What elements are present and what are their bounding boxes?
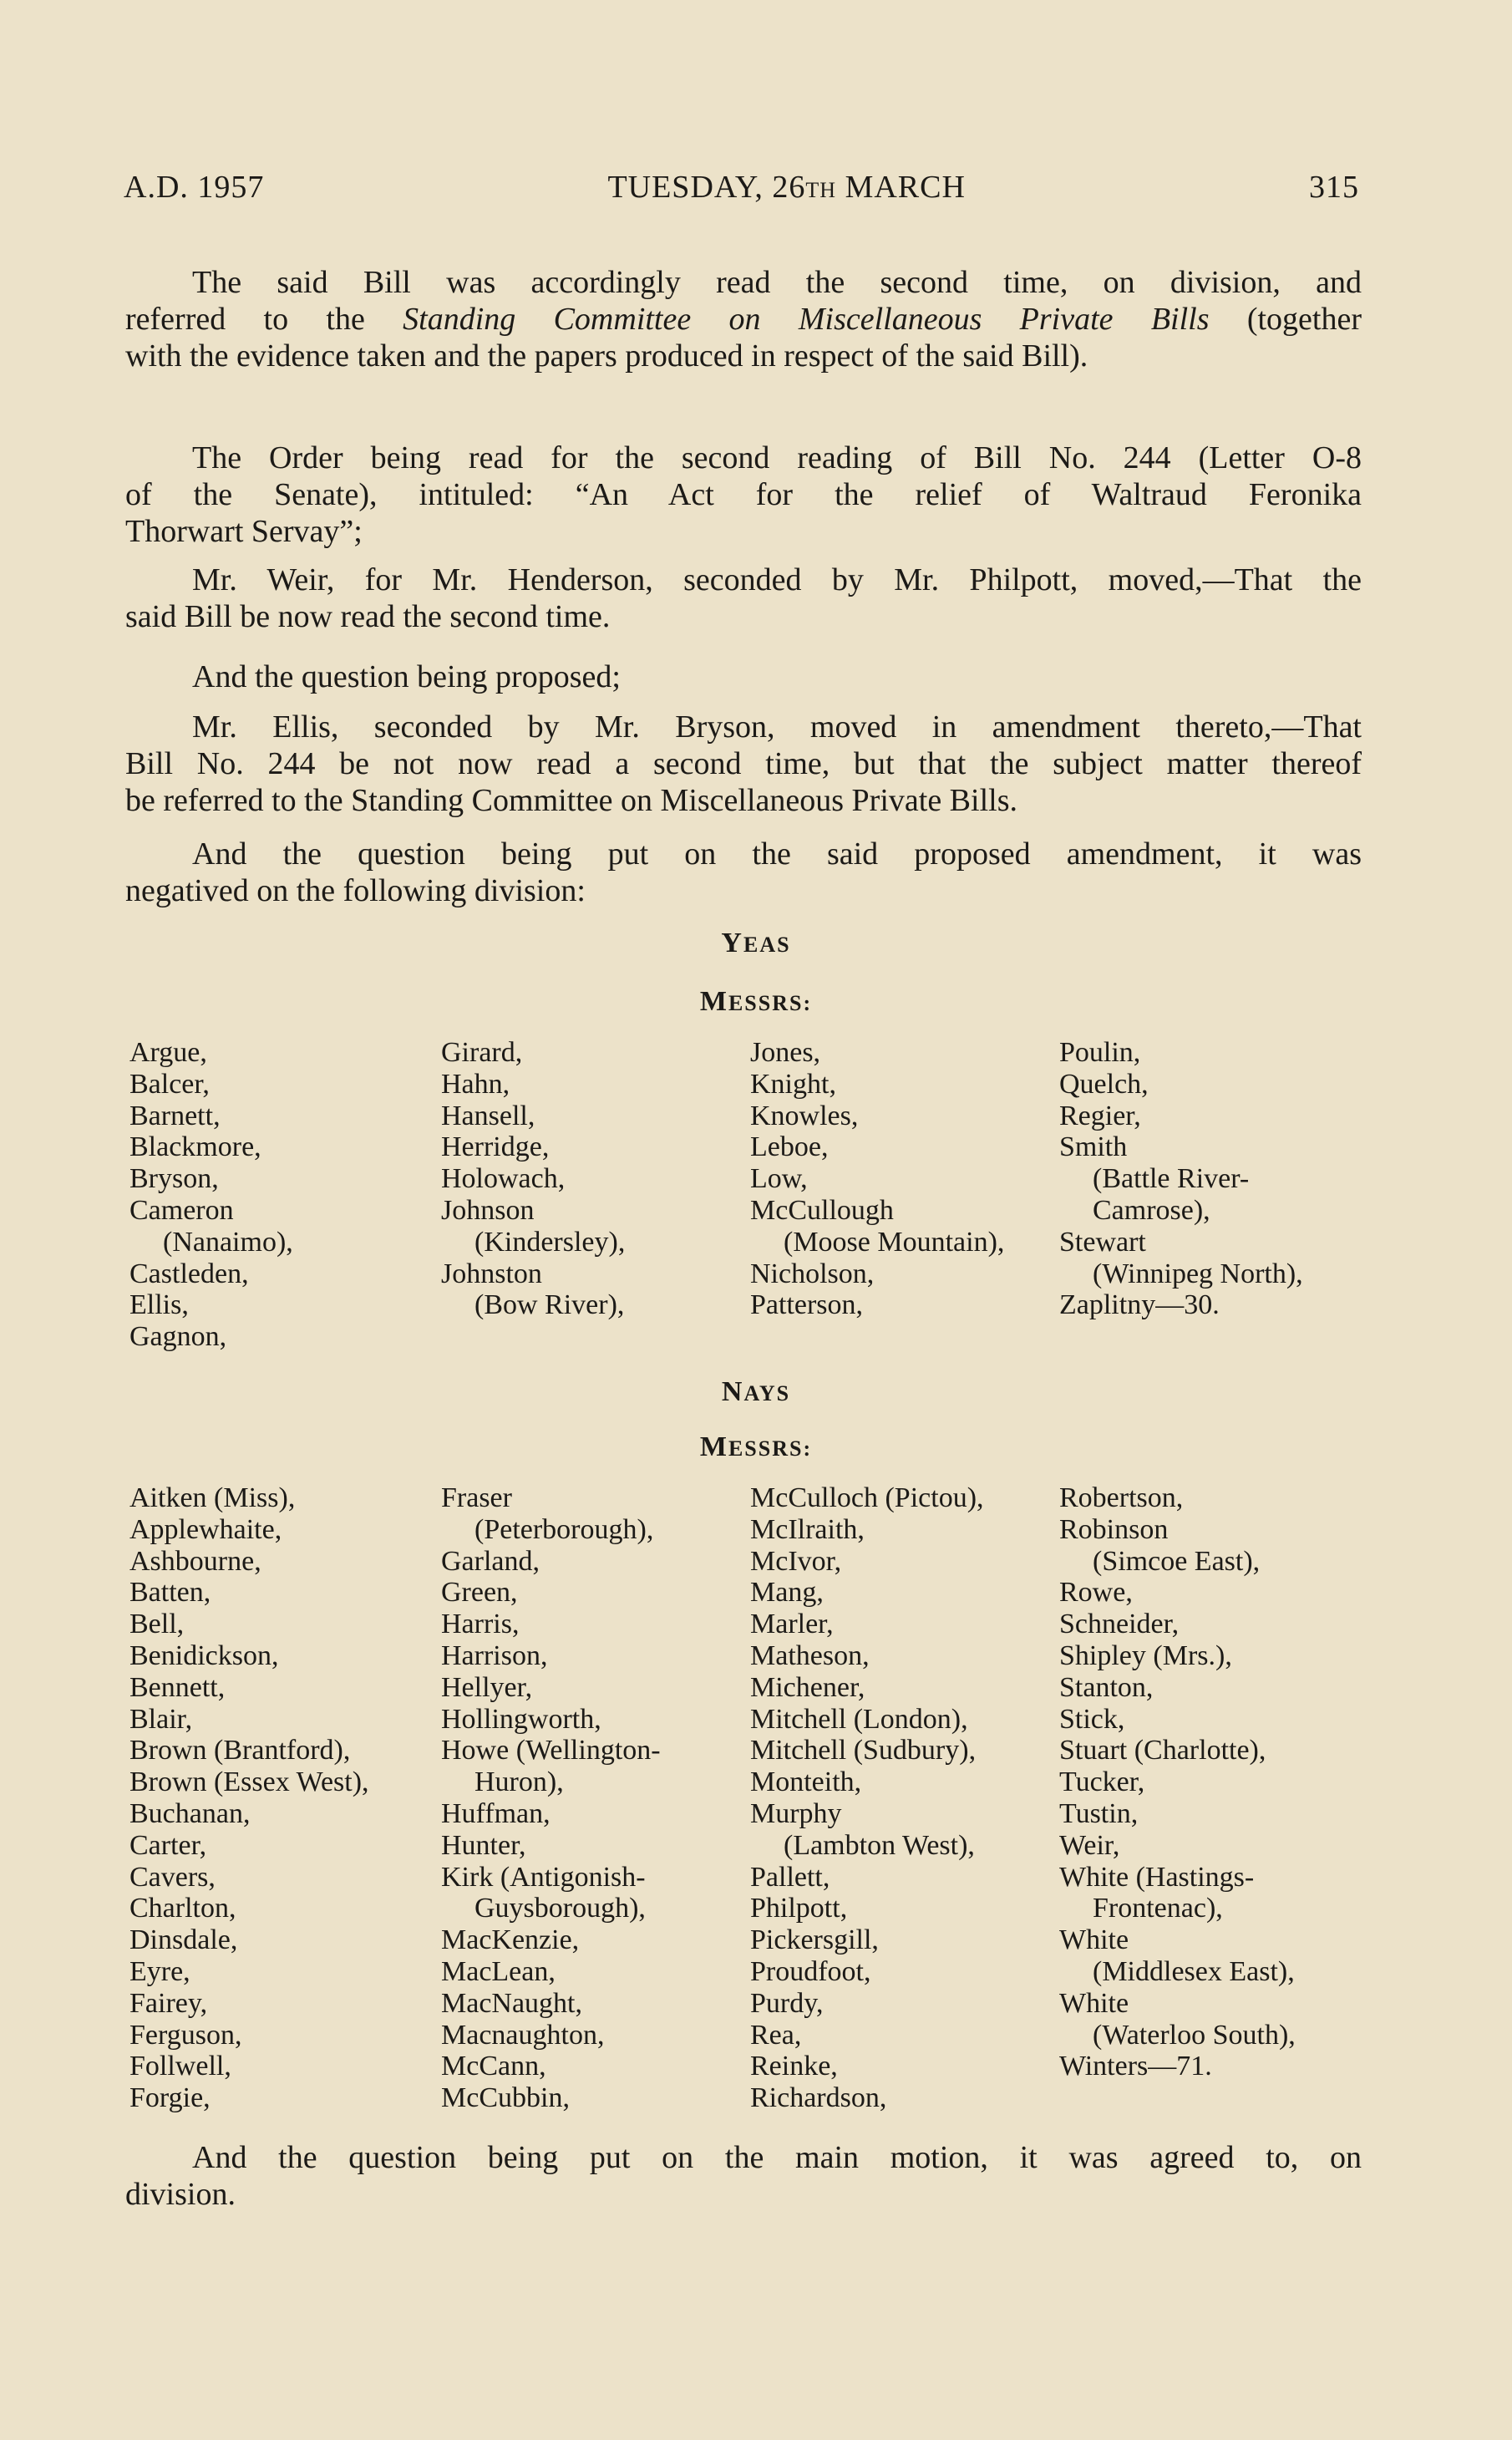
nays-member-name: Benidickson,	[129, 1639, 279, 1671]
nays-member-name: Stuart (Charlotte),	[1059, 1735, 1266, 1766]
nays-member-name: Proudfoot,	[750, 1955, 871, 1987]
nays-member-name: Stanton,	[1059, 1671, 1154, 1703]
yeas-column-4	[1059, 1037, 1377, 1321]
nays-member-name: Mang,	[750, 1577, 824, 1609]
nays-member-name: Hollingworth,	[441, 1703, 601, 1735]
nays-member-name: Guysborough),	[474, 1893, 646, 1924]
yeas-member-name: (Moose Mountain),	[784, 1226, 1005, 1258]
nays-member-name: Howe (Wellington-	[441, 1735, 661, 1766]
nays-member-name: White	[1059, 1924, 1129, 1956]
nays-member-name: Michener,	[750, 1671, 865, 1703]
nays-member-name: (Middlesex East),	[1093, 1955, 1295, 1987]
nays-member-name: Kirk (Antigonish-	[441, 1861, 646, 1893]
page-number: 315	[1308, 170, 1359, 205]
nays-member-name: Shipley (Mrs.),	[1059, 1639, 1232, 1671]
yeas-member-name: Ellis,	[129, 1289, 189, 1321]
paragraph-amendment: Mr. Ellis, seconded by Mr. Bryson, moved in amendment thereto,—That Bill No. 244 be not now read a second time, but that the subject matter thereof be referred to the Standing Committee on Miscellaneous Private Bills.	[125, 709, 1362, 818]
yeas-member-name: Smith	[1059, 1131, 1128, 1163]
nays-member-name: Huffman,	[441, 1797, 551, 1829]
nays-member-name: Harris,	[441, 1609, 520, 1640]
yeas-member-name: Nicholson,	[750, 1258, 875, 1289]
header-date: TUESDAY, 26TH MARCH	[607, 170, 966, 205]
yeas-member-name: (Battle River-	[1093, 1163, 1250, 1195]
yeas-member-name: (Nanaimo),	[163, 1226, 293, 1258]
nays-member-name: Reinke,	[750, 2051, 838, 2082]
paragraph-main-motion: And the question being put on the main motion, it was agreed to, on division.	[125, 2140, 1362, 2212]
paragraph-motion: Mr. Weir, for Mr. Henderson, seconded by Mr. Philpott, moved,—That the said Bill be now read the second time.	[125, 562, 1362, 634]
nays-member-name: Robinson	[1059, 1513, 1169, 1545]
nays-member-name: McIlraith,	[750, 1513, 865, 1545]
nays-member-name: Green,	[441, 1577, 518, 1609]
nays-member-name: McCulloch (Pictou),	[750, 1482, 984, 1513]
nays-member-name: Eyre,	[129, 1955, 190, 1987]
nays-member-name: Murphy	[750, 1797, 842, 1829]
nays-member-name: Forgie,	[129, 2082, 211, 2114]
nays-member-name: Tucker,	[1059, 1766, 1145, 1798]
yeas-member-name: Zaplitny—30.	[1059, 1289, 1220, 1321]
nays-member-name: Monteith,	[750, 1766, 862, 1798]
yeas-messrs-heading: MESSRS:	[699, 986, 813, 1017]
nays-member-name: Richardson,	[750, 2082, 887, 2114]
nays-member-name: Batten,	[129, 1577, 211, 1609]
yeas-member-name: Gagnon,	[129, 1321, 227, 1353]
paragraph-amendment-negatived: And the question being put on the said proposed amendment, it was negatived on the following division:	[125, 836, 1362, 908]
nays-messrs-heading: MESSRS:	[699, 1431, 813, 1462]
yeas-member-name: Balcer,	[129, 1068, 210, 1100]
yeas-member-name: Poulin,	[1059, 1037, 1141, 1068]
yeas-member-name: (Bow River),	[474, 1289, 625, 1321]
yeas-member-name: Hansell,	[441, 1100, 535, 1131]
yeas-member-name: Patterson,	[750, 1289, 864, 1321]
nays-member-name: Blair,	[129, 1703, 193, 1735]
nays-member-name: Marler,	[750, 1609, 834, 1640]
nays-member-name: McIvor,	[750, 1545, 842, 1577]
paragraph-question-proposed: And the question being proposed;	[192, 659, 621, 694]
nays-member-name: Pickersgill,	[750, 1924, 879, 1956]
nays-member-name: Purdy,	[750, 1987, 824, 2019]
yeas-member-name: Leboe,	[750, 1131, 829, 1163]
paragraph-order-read: The Order being read for the second reading of Bill No. 244 (Letter O-8 of the Senate), intituled: “An Act for the relief of Waltraud Feronika Thorwart Servay”;	[125, 440, 1362, 549]
nays-member-name: Carter,	[129, 1829, 207, 1861]
yeas-member-name: Holowach,	[441, 1163, 566, 1195]
nays-member-name: Hellyer,	[441, 1671, 533, 1703]
nays-member-name: Mitchell (London),	[750, 1703, 968, 1735]
nays-member-name: Bell,	[129, 1609, 185, 1640]
nays-member-name: Robertson,	[1059, 1482, 1184, 1513]
yeas-heading: YEAS	[721, 928, 791, 958]
nays-member-name: (Simcoe East),	[1093, 1545, 1261, 1577]
yeas-member-name: (Winnipeg North),	[1093, 1258, 1303, 1289]
nays-member-name: Rea,	[750, 2019, 802, 2051]
nays-member-name: Cavers,	[129, 1861, 216, 1893]
nays-member-name: MacNaught,	[441, 1987, 583, 2019]
nays-member-name: (Peterborough),	[474, 1513, 654, 1545]
yeas-member-name: Blackmore,	[129, 1131, 261, 1163]
nays-member-name: Aitken (Miss),	[129, 1482, 296, 1513]
nays-member-name: (Waterloo South),	[1093, 2019, 1296, 2051]
yeas-member-name: Barnett,	[129, 1100, 221, 1131]
nays-member-name: Hunter,	[441, 1829, 526, 1861]
header-year: A.D. 1957	[124, 170, 265, 205]
yeas-column-1	[129, 1037, 447, 1353]
nays-member-name: Philpott,	[750, 1893, 848, 1924]
nays-member-name: Dinsdale,	[129, 1924, 238, 1956]
nays-member-name: MacKenzie,	[441, 1924, 580, 1956]
nays-heading: NAYS	[721, 1376, 791, 1407]
nays-member-name: Ashbourne,	[129, 1545, 261, 1577]
yeas-member-name: Cameron	[129, 1194, 234, 1226]
nays-member-name: Schneider,	[1059, 1609, 1180, 1640]
yeas-member-name: Herridge,	[441, 1131, 550, 1163]
yeas-member-name: McCullough	[750, 1194, 894, 1226]
nays-member-name: Ferguson,	[129, 2019, 242, 2051]
yeas-member-name: Camrose),	[1093, 1194, 1210, 1226]
nays-member-name: Follwell,	[129, 2051, 231, 2082]
nays-member-name: (Lambton West),	[784, 1829, 975, 1861]
nays-member-name: Buchanan,	[129, 1797, 251, 1829]
nays-member-name: Rowe,	[1059, 1577, 1133, 1609]
page-header	[124, 169, 1359, 206]
nays-member-name: Pallett,	[750, 1861, 830, 1893]
nays-member-name: McCubbin,	[441, 2082, 570, 2114]
nays-column-2	[441, 1482, 759, 2114]
nays-member-name: Bennett,	[129, 1671, 226, 1703]
nays-member-name: MacLean,	[441, 1955, 556, 1987]
nays-member-name: Frontenac),	[1093, 1893, 1223, 1924]
nays-member-name: Applewhaite,	[129, 1513, 282, 1545]
yeas-column-2	[441, 1037, 759, 1321]
nays-member-name: Fraser	[441, 1482, 512, 1513]
nays-member-name: Brown (Essex West),	[129, 1766, 369, 1798]
yeas-member-name: Low,	[750, 1163, 808, 1195]
nays-member-name: Harrison,	[441, 1639, 548, 1671]
nays-column-1	[129, 1482, 447, 2114]
yeas-member-name: Knowles,	[750, 1100, 859, 1131]
yeas-member-name: Johnson	[441, 1194, 535, 1226]
paragraph-bill-referred: The said Bill was accordingly read the second time, on division, and referred to the Standing Committee on Miscellaneous Private Bills (together with the evidence taken and the papers produced in respect of the said Bill).	[125, 265, 1362, 374]
yeas-member-name: Hahn,	[441, 1068, 510, 1100]
nays-member-name: Fairey,	[129, 1987, 208, 2019]
nays-member-name: Weir,	[1059, 1829, 1120, 1861]
nays-member-name: McCann,	[441, 2051, 546, 2082]
nays-member-name: Charlton,	[129, 1893, 236, 1924]
nays-member-name: Matheson,	[750, 1639, 870, 1671]
yeas-member-name: Castleden,	[129, 1258, 249, 1289]
nays-member-name: Huron),	[474, 1766, 564, 1798]
yeas-member-name: Knight,	[750, 1068, 836, 1100]
nays-member-name: Mitchell (Sudbury),	[750, 1735, 977, 1766]
nays-column-4	[1059, 1482, 1377, 2082]
yeas-member-name: (Kindersley),	[474, 1226, 626, 1258]
yeas-member-name: Jones,	[750, 1037, 821, 1068]
nays-member-name: White	[1059, 1987, 1129, 2019]
yeas-member-name: Regier,	[1059, 1100, 1141, 1131]
nays-member-name: Stick,	[1059, 1703, 1125, 1735]
nays-member-name: Macnaughton,	[441, 2019, 605, 2051]
yeas-member-name: Stewart	[1059, 1226, 1146, 1258]
nays-member-name: Garland,	[441, 1545, 540, 1577]
yeas-member-name: Argue,	[129, 1037, 207, 1068]
nays-member-name: White (Hastings-	[1059, 1861, 1255, 1893]
yeas-column-3	[750, 1037, 1068, 1321]
yeas-member-name: Quelch,	[1059, 1068, 1149, 1100]
yeas-member-name: Girard,	[441, 1037, 523, 1068]
nays-member-name: Winters—71.	[1059, 2051, 1212, 2082]
nays-column-3	[750, 1482, 1068, 2114]
yeas-member-name: Johnston	[441, 1258, 542, 1289]
nays-member-name: Brown (Brantford),	[129, 1735, 351, 1766]
nays-member-name: Tustin,	[1059, 1797, 1139, 1829]
yeas-member-name: Bryson,	[129, 1163, 219, 1195]
